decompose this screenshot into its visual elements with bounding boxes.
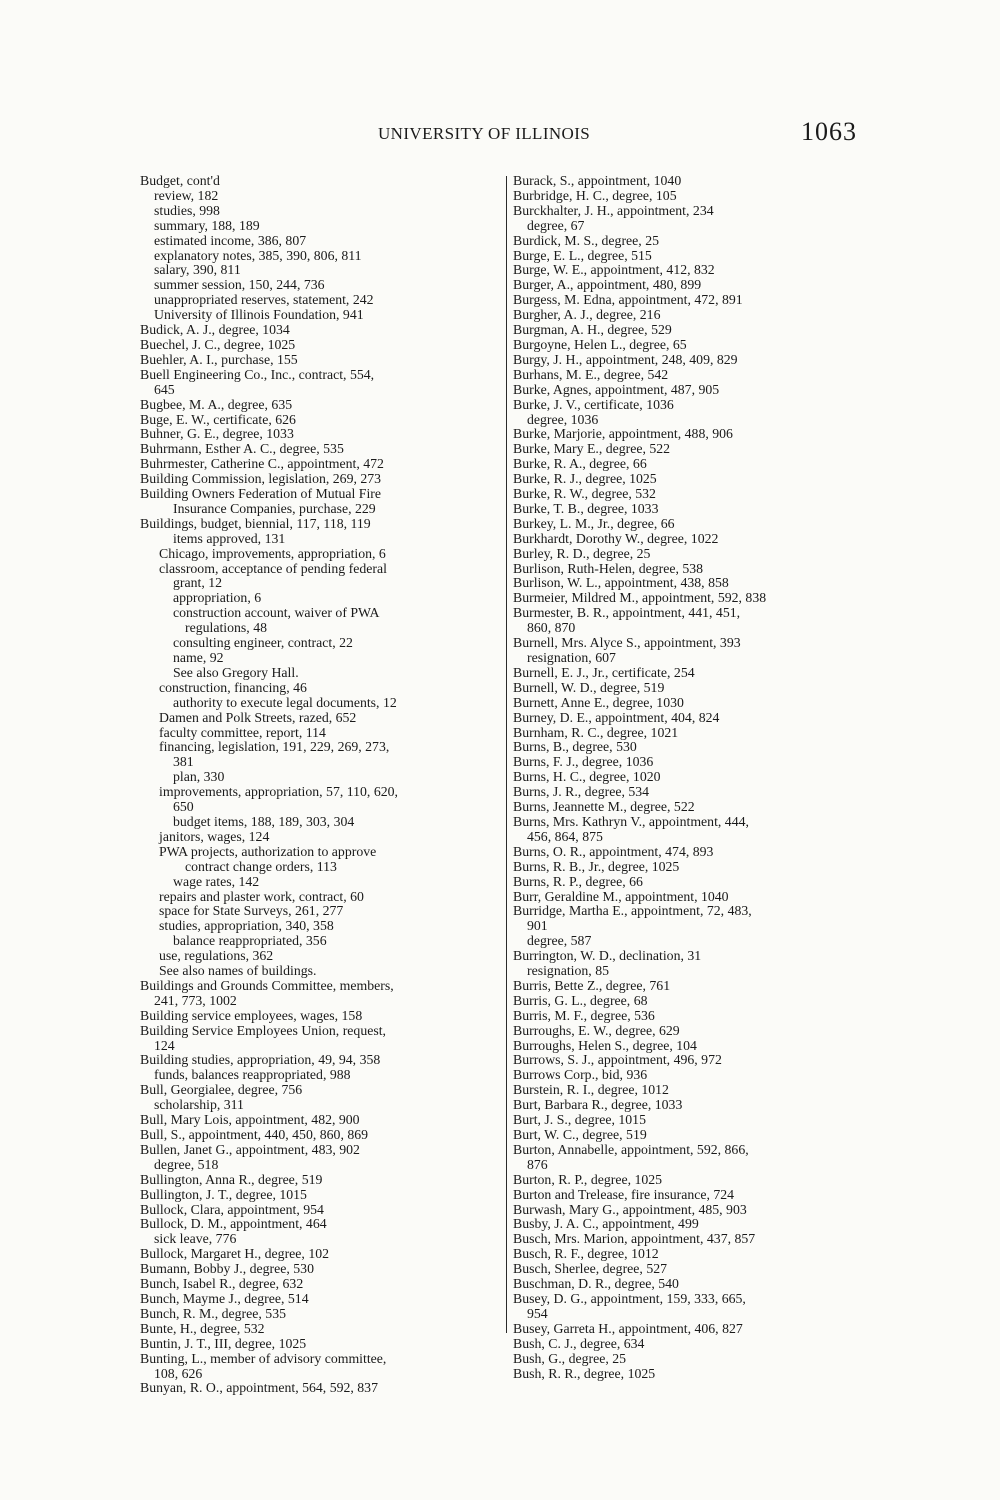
index-entry: 381 (173, 754, 194, 770)
index-entry: wage rates, 142 (173, 873, 260, 889)
index-entry: improvements, appropriation, 57, 110, 620, (159, 784, 398, 800)
index-entry: resignation, 607 (527, 650, 616, 665)
index-entry: See also names of buildings. (159, 963, 317, 979)
index-entry: Burnham, R. C., degree, 1021 (513, 724, 679, 740)
index-entry: unappropriated reserves, statement, 242 (154, 292, 374, 308)
index-entry: Burns, F. J., degree, 1036 (513, 754, 654, 770)
index-entry: Burckhalter, J. H., appointment, 234 (513, 202, 714, 218)
index-entry: degree, 67 (527, 217, 585, 233)
index-entry: Insurance Companies, purchase, 229 (173, 500, 376, 516)
index-entry: salary, 390, 811 (154, 262, 241, 278)
index-entry: Busch, Sherlee, degree, 527 (513, 1261, 668, 1277)
index-entry: Burt, Barbara R., degree, 1033 (513, 1097, 683, 1113)
index-entry: Bumann, Bobby J., degree, 530 (140, 1261, 314, 1277)
index-entry: classroom, acceptance of pending federal (159, 560, 387, 576)
index-entry: Busey, Garreta H., appointment, 406, 827 (513, 1320, 743, 1336)
index-entry: Burbridge, H. C., degree, 105 (513, 187, 677, 203)
index-entry: Burns, J. R., degree, 534 (513, 784, 650, 800)
page-number: 1063 (801, 117, 857, 146)
index-entry: Bush, C. J., degree, 634 (513, 1335, 645, 1351)
index-entry: name, 92 (173, 650, 224, 665)
index-entry: Bullington, J. T., degree, 1015 (140, 1186, 307, 1202)
index-entry: Burrington, W. D., declination, 31 (513, 948, 702, 964)
index-entry: Bullen, Janet G., appointment, 483, 902 (140, 1141, 360, 1157)
index-entry: appropriation, 6 (173, 590, 262, 606)
index-entry: 108, 626 (154, 1365, 203, 1381)
index-entry: use, regulations, 362 (159, 948, 274, 964)
index-entry: 876 (527, 1156, 548, 1172)
index-entry: Burlison, W. L., appointment, 438, 858 (513, 575, 729, 591)
index-entry: Burge, W. E., appointment, 412, 832 (513, 262, 715, 278)
index-entry: Burt, J. S., degree, 1015 (513, 1112, 646, 1128)
index-entry: Buntin, J. T., III, degree, 1025 (140, 1335, 307, 1351)
index-entry: Burke, R. A., degree, 66 (513, 456, 647, 472)
index-entry: review, 182 (154, 187, 219, 203)
index-entry: Burnell, E. J., Jr., certificate, 254 (513, 664, 695, 680)
index-entry: PWA projects, authorization to approve (159, 843, 377, 859)
index-entry: budget items, 188, 189, 303, 304 (173, 813, 355, 829)
index-column-left (140, 174, 500, 1396)
index-entry: Busch, Mrs. Marion, appointment, 437, 857 (513, 1231, 756, 1247)
index-entry: Burton and Trelease, fire insurance, 724 (513, 1186, 735, 1202)
index-entry: Burns, H. C., degree, 1020 (513, 769, 661, 785)
index-entry: Building Commission, legislation, 269, 273 (140, 471, 382, 487)
index-entry: Burr, Geraldine M., appointment, 1040 (513, 888, 729, 904)
index-entry: space for State Surveys, 261, 277 (159, 903, 344, 919)
index-entry: plan, 330 (173, 769, 225, 785)
index-entry: Bush, G., degree, 25 (513, 1350, 627, 1366)
running-head: UNIVERSITY OF ILLINOIS (378, 124, 591, 143)
index-entry: Burke, R. W., degree, 532 (513, 486, 656, 502)
index-entry: Burnett, Anne E., degree, 1030 (513, 694, 684, 710)
index-entry: Burmester, B. R., appointment, 441, 451, (513, 605, 741, 621)
index-entry: Burnell, W. D., degree, 519 (513, 679, 665, 695)
index-entry: Bull, Georgialee, degree, 756 (140, 1082, 303, 1098)
index-entry: repairs and plaster work, contract, 60 (159, 888, 364, 904)
index-entry: Burns, R. P., degree, 66 (513, 873, 643, 889)
index-entry: Burke, Marjorie, appointment, 488, 906 (513, 426, 733, 442)
index-entry: Bunch, Isabel R., degree, 632 (140, 1276, 304, 1292)
index-entry: Building Service Employees Union, request, (140, 1022, 386, 1038)
index-entry: Bush, R. R., degree, 1025 (513, 1365, 656, 1381)
index-entry: Burger, A., appointment, 480, 899 (513, 277, 702, 293)
index-entry: degree, 518 (154, 1156, 219, 1172)
index-entry: Burns, Jeannette M., degree, 522 (513, 799, 695, 815)
index-entry: Buell Engineering Co., Inc., contract, 554, (140, 366, 375, 382)
index-entry: Burke, Agnes, appointment, 487, 905 (513, 381, 720, 397)
index-entry: Buechel, J. C., degree, 1025 (140, 336, 296, 352)
index-entry: degree, 1036 (527, 411, 599, 427)
index-entry: faculty committee, report, 114 (159, 724, 326, 740)
index-entry: Buge, E. W., certificate, 626 (140, 411, 296, 427)
index-entry: Burke, Mary E., degree, 522 (513, 441, 671, 457)
index-entry: Burkey, L. M., Jr., degree, 66 (513, 515, 675, 531)
index-entry: Buildings, budget, biennial, 117, 118, 119 (140, 515, 371, 531)
index-entry: 645 (154, 381, 175, 397)
index-entry: Busey, D. G., appointment, 159, 333, 665, (513, 1290, 746, 1306)
index-entry: Buildings and Grounds Committee, members, (140, 977, 394, 993)
index-entry: Burgher, A. J., degree, 216 (513, 307, 661, 323)
index-entry: 241, 773, 1002 (154, 992, 237, 1008)
index-entry: Burney, D. E., appointment, 404, 824 (513, 709, 720, 725)
index-entry: Bullock, Clara, appointment, 954 (140, 1201, 324, 1217)
index-entry: Building service employees, wages, 158 (140, 1007, 363, 1023)
index-entry: consulting engineer, contract, 22 (173, 635, 353, 651)
page-header (0, 117, 1000, 154)
index-entry: Damen and Polk Streets, razed, 652 (159, 709, 357, 725)
index-entry: Burke, R. J., degree, 1025 (513, 471, 657, 487)
index-entry: funds, balances reappropriated, 988 (154, 1067, 351, 1083)
index-entry: Bullock, D. M., appointment, 464 (140, 1216, 327, 1232)
index-entry: Bunyan, R. O., appointment, 564, 592, 837 (140, 1380, 378, 1396)
index-entry: Burlison, Ruth-Helen, degree, 538 (513, 560, 704, 576)
index-entry: Bunting, L., member of advisory committee, (140, 1350, 387, 1366)
index-entry: balance reappropriated, 356 (173, 933, 327, 949)
index-entry: Bunch, Mayme J., degree, 514 (140, 1290, 309, 1306)
index-entry: studies, 998 (154, 202, 220, 218)
index-entry: Burton, Annabelle, appointment, 592, 866, (513, 1141, 749, 1157)
index-entry: Buhrmann, Esther A. C., degree, 535 (140, 441, 344, 457)
index-entry: Burt, W. C., degree, 519 (513, 1127, 647, 1142)
index-entry: summary, 188, 189 (154, 217, 260, 233)
index-entry: University of Illinois Foundation, 941 (154, 307, 364, 323)
index-entry: Burns, O. R., appointment, 474, 893 (513, 843, 714, 859)
index-entry: scholarship, 311 (154, 1097, 244, 1113)
index-entry: Burroughs, Helen S., degree, 104 (513, 1037, 697, 1053)
index-entry: Burdick, M. S., degree, 25 (513, 232, 659, 248)
index-entry: summer session, 150, 244, 736 (154, 277, 325, 293)
index-entry: Buehler, A. I., purchase, 155 (140, 351, 298, 367)
index-entry: Burris, G. L., degree, 68 (513, 992, 648, 1008)
index-entry: Burgman, A. H., degree, 529 (513, 322, 672, 338)
index-entry: authority to execute legal documents, 12 (173, 694, 397, 710)
index-column-right (513, 174, 883, 1381)
index-entry: Burridge, Martha E., appointment, 72, 483, (513, 903, 752, 919)
index-entry: construction, financing, 46 (159, 679, 307, 695)
index-entry: Burley, R. D., degree, 25 (513, 545, 651, 561)
index-entry: Burris, M. F., degree, 536 (513, 1007, 655, 1023)
index-entry: financing, legislation, 191, 229, 269, 273, (159, 739, 390, 755)
index-entry: Burke, J. V., certificate, 1036 (513, 396, 674, 412)
index-entry: Bull, Mary Lois, appointment, 482, 900 (140, 1112, 360, 1128)
index-entry: Burstein, R. I., degree, 1012 (513, 1082, 669, 1098)
index-entry: degree, 587 (527, 933, 592, 949)
index-entry: Burwash, Mary G., appointment, 485, 903 (513, 1201, 747, 1217)
index-entry: Burkhardt, Dorothy W., degree, 1022 (513, 530, 719, 546)
index-entry: Bullington, Anna R., degree, 519 (140, 1171, 323, 1187)
index-entry: Burgess, M. Edna, appointment, 472, 891 (513, 292, 743, 308)
column-divider (506, 176, 507, 1333)
index-entry: Burge, E. L., degree, 515 (513, 247, 652, 263)
index-entry: Burrows, S. J., appointment, 496, 972 (513, 1052, 722, 1068)
index-entry: 456, 864, 875 (527, 828, 603, 844)
index-entry: Burgy, J. H., appointment, 248, 409, 829 (513, 351, 738, 367)
index-entry: Busch, R. F., degree, 1012 (513, 1246, 659, 1262)
index-entry: See also Gregory Hall. (173, 664, 299, 680)
index-entry: Burrows Corp., bid, 936 (513, 1067, 648, 1083)
index-entry: Bunch, R. M., degree, 535 (140, 1305, 286, 1321)
index-entry: regulations, 48 (185, 620, 267, 636)
index-entry: janitors, wages, 124 (159, 828, 270, 844)
index-entry: contract change orders, 113 (185, 858, 337, 874)
index-entry: studies, appropriation, 340, 358 (159, 918, 334, 934)
index-entry: 901 (527, 918, 548, 934)
index-entry: Bull, S., appointment, 440, 450, 860, 869 (140, 1127, 369, 1142)
index-entry: Burroughs, E. W., degree, 629 (513, 1022, 680, 1038)
index-entry: Buhrmester, Catherine C., appointment, 472 (140, 456, 384, 472)
index-entry: estimated income, 386, 807 (154, 232, 307, 248)
index-entry: Burke, T. B., degree, 1033 (513, 500, 659, 516)
index-entry: Budick, A. J., degree, 1034 (140, 322, 290, 338)
index-entry: Burack, S., appointment, 1040 (513, 173, 682, 188)
index-entry: Busby, J. A. C., appointment, 499 (513, 1216, 699, 1232)
index-entry: explanatory notes, 385, 390, 806, 811 (154, 247, 362, 263)
index-entry: construction account, waiver of PWA (173, 605, 380, 621)
index-entry: Burnell, Mrs. Alyce S., appointment, 393 (513, 635, 741, 651)
index-entry: 860, 870 (527, 620, 576, 636)
index-entry: Buhner, G. E., degree, 1033 (140, 426, 294, 442)
index-entry: Burgoyne, Helen L., degree, 65 (513, 336, 687, 352)
index-entry: Burns, B., degree, 530 (513, 739, 637, 755)
index-entry: items approved, 131 (173, 530, 286, 546)
index-entry: resignation, 85 (527, 963, 609, 979)
index-entry: Budget, cont'd (140, 173, 220, 188)
index-entry: 124 (154, 1037, 175, 1053)
index-entry: 954 (527, 1305, 548, 1321)
index-entry: Burris, Bette Z., degree, 761 (513, 977, 671, 993)
index-entry: Buschman, D. R., degree, 540 (513, 1276, 679, 1292)
index-entry: Bunte, H., degree, 532 (140, 1320, 265, 1336)
index-entry: Building studies, appropriation, 49, 94, 358 (140, 1052, 381, 1068)
index-entry: Burmeier, Mildred M., appointment, 592, 838 (513, 590, 767, 606)
index-entry: 650 (173, 799, 194, 815)
index-entry: Burns, Mrs. Kathryn V., appointment, 444, (513, 813, 749, 829)
index-entry: Burns, R. B., Jr., degree, 1025 (513, 858, 680, 874)
index-entry: sick leave, 776 (154, 1231, 237, 1247)
index-entry: Bullock, Margaret H., degree, 102 (140, 1246, 330, 1262)
index-entry: Burton, R. P., degree, 1025 (513, 1171, 663, 1187)
index-entry: Building Owners Federation of Mutual Fire (140, 486, 382, 502)
index-entry: Chicago, improvements, appropriation, 6 (159, 545, 386, 561)
index-entry: Burhans, M. E., degree, 542 (513, 366, 669, 382)
index-entry: Bugbee, M. A., degree, 635 (140, 396, 293, 412)
index-entry: grant, 12 (173, 575, 223, 591)
